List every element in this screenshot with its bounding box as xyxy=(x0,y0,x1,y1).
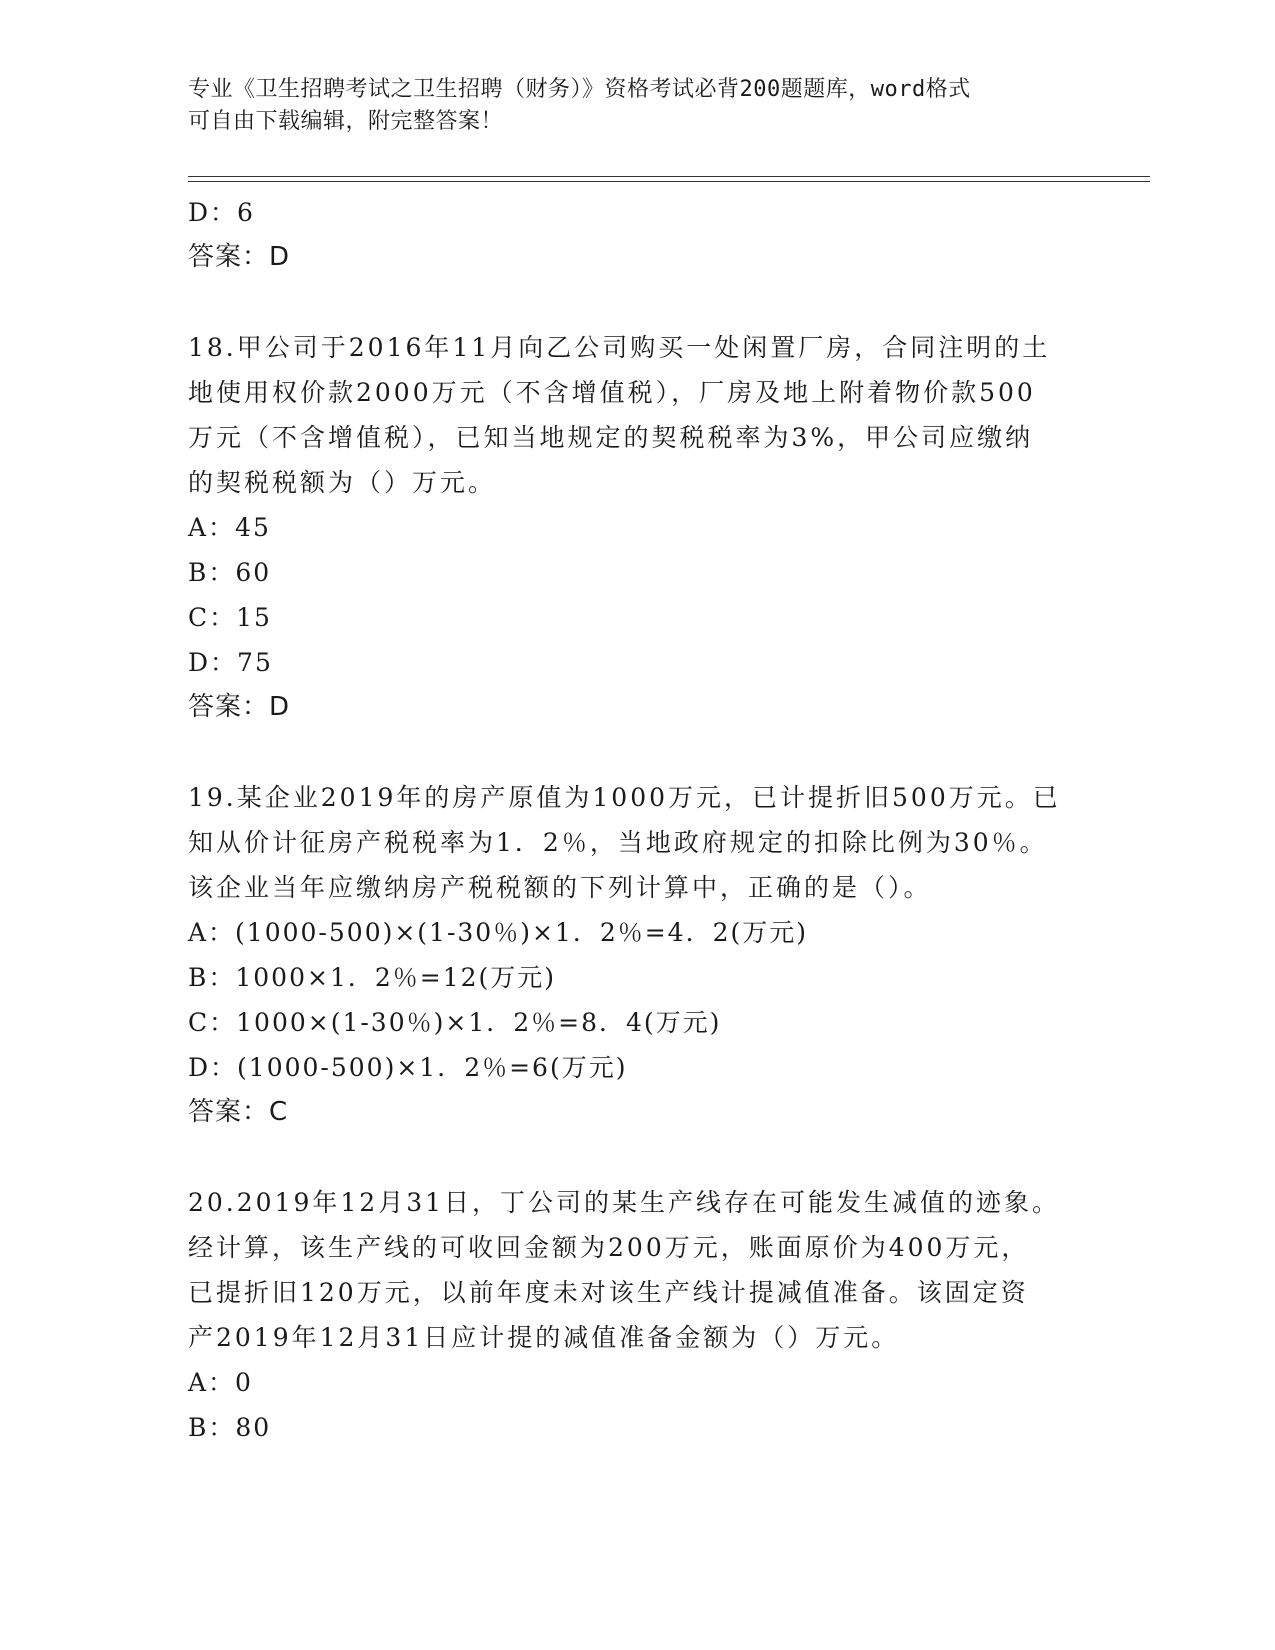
q18-option-a: A：45 xyxy=(188,513,271,542)
q20-stem-line: 20.2019年12月31日，丁公司的某生产线存在可能发生减值的迹象。 xyxy=(188,1188,1061,1217)
spacer xyxy=(188,1135,1068,1180)
q20-option-a: A：0 xyxy=(188,1368,253,1397)
q18-option-b: B：60 xyxy=(188,558,272,587)
spacer xyxy=(188,280,1068,325)
q19-option-d: D：(1000-500)×1．2％=6(万元) xyxy=(188,1053,628,1082)
header-divider-top xyxy=(188,176,1150,177)
header-line-1: 专业《卫生招聘考试之卫生招聘（财务）》资格考试必背200题题库，word格式 xyxy=(188,77,971,102)
q19-answer: 答案：C xyxy=(188,1097,289,1127)
q18-stem-line: 的契税税额为（）万元。 xyxy=(188,468,497,497)
q20-stem-line: 已提折旧120万元，以前年度未对该生产线计提减值准备。该固定资 xyxy=(188,1278,1029,1307)
q18-stem-line: 地使用权价款2000万元（不含增值税），厂房及地上附着物价款500 xyxy=(188,378,1036,407)
q20-stem-line: 产2019年12月31日应计提的减值准备金额为（）万元。 xyxy=(188,1323,900,1352)
q18-option-d: D：75 xyxy=(188,648,273,677)
spacer xyxy=(188,730,1068,775)
q20-stem xyxy=(188,1180,1068,1360)
q19-stem-line: 知从价计征房产税税率为1．2％，当地政府规定的扣除比例为30％。 xyxy=(188,828,1048,857)
q18-stem-line: 18.甲公司于2016年11月向乙公司购买一处闲置厂房，合同注明的土 xyxy=(188,333,1051,362)
q19-option-c: C：1000×(1-30％)×1．2％=8．4(万元) xyxy=(188,1008,722,1037)
q19-option-b: B：1000×1．2％=12(万元) xyxy=(188,963,557,992)
q17-answer: 答案：D xyxy=(188,242,291,272)
q20-option-b: B：80 xyxy=(188,1413,272,1442)
q18-option-c: C：15 xyxy=(188,603,272,632)
document-header xyxy=(188,74,1068,138)
q20-stem-line: 经计算，该生产线的可收回金额为200万元，账面原价为400万元， xyxy=(188,1233,1030,1262)
document-body xyxy=(188,190,1068,1450)
q17-option-d: D：6 xyxy=(188,198,255,227)
q19-stem xyxy=(188,775,1068,910)
header-line-2: 可自由下载编辑，附完整答案！ xyxy=(188,109,504,134)
q19-stem-line: 19.某企业2019年的房产原值为1000万元，已计提折旧500万元。已 xyxy=(188,783,1061,812)
q18-stem xyxy=(188,325,1068,505)
q18-stem-line: 万元（不含增值税），已知当地规定的契税税率为3%，甲公司应缴纳 xyxy=(188,423,1034,452)
header-divider-bottom xyxy=(188,181,1150,182)
q19-stem-line: 该企业当年应缴纳房产税税额的下列计算中，正确的是（）。 xyxy=(188,873,932,902)
q19-option-a: A：(1000-500)×(1-30％)×1．2％=4．2(万元) xyxy=(188,918,808,947)
q18-answer: 答案：D xyxy=(188,692,291,722)
